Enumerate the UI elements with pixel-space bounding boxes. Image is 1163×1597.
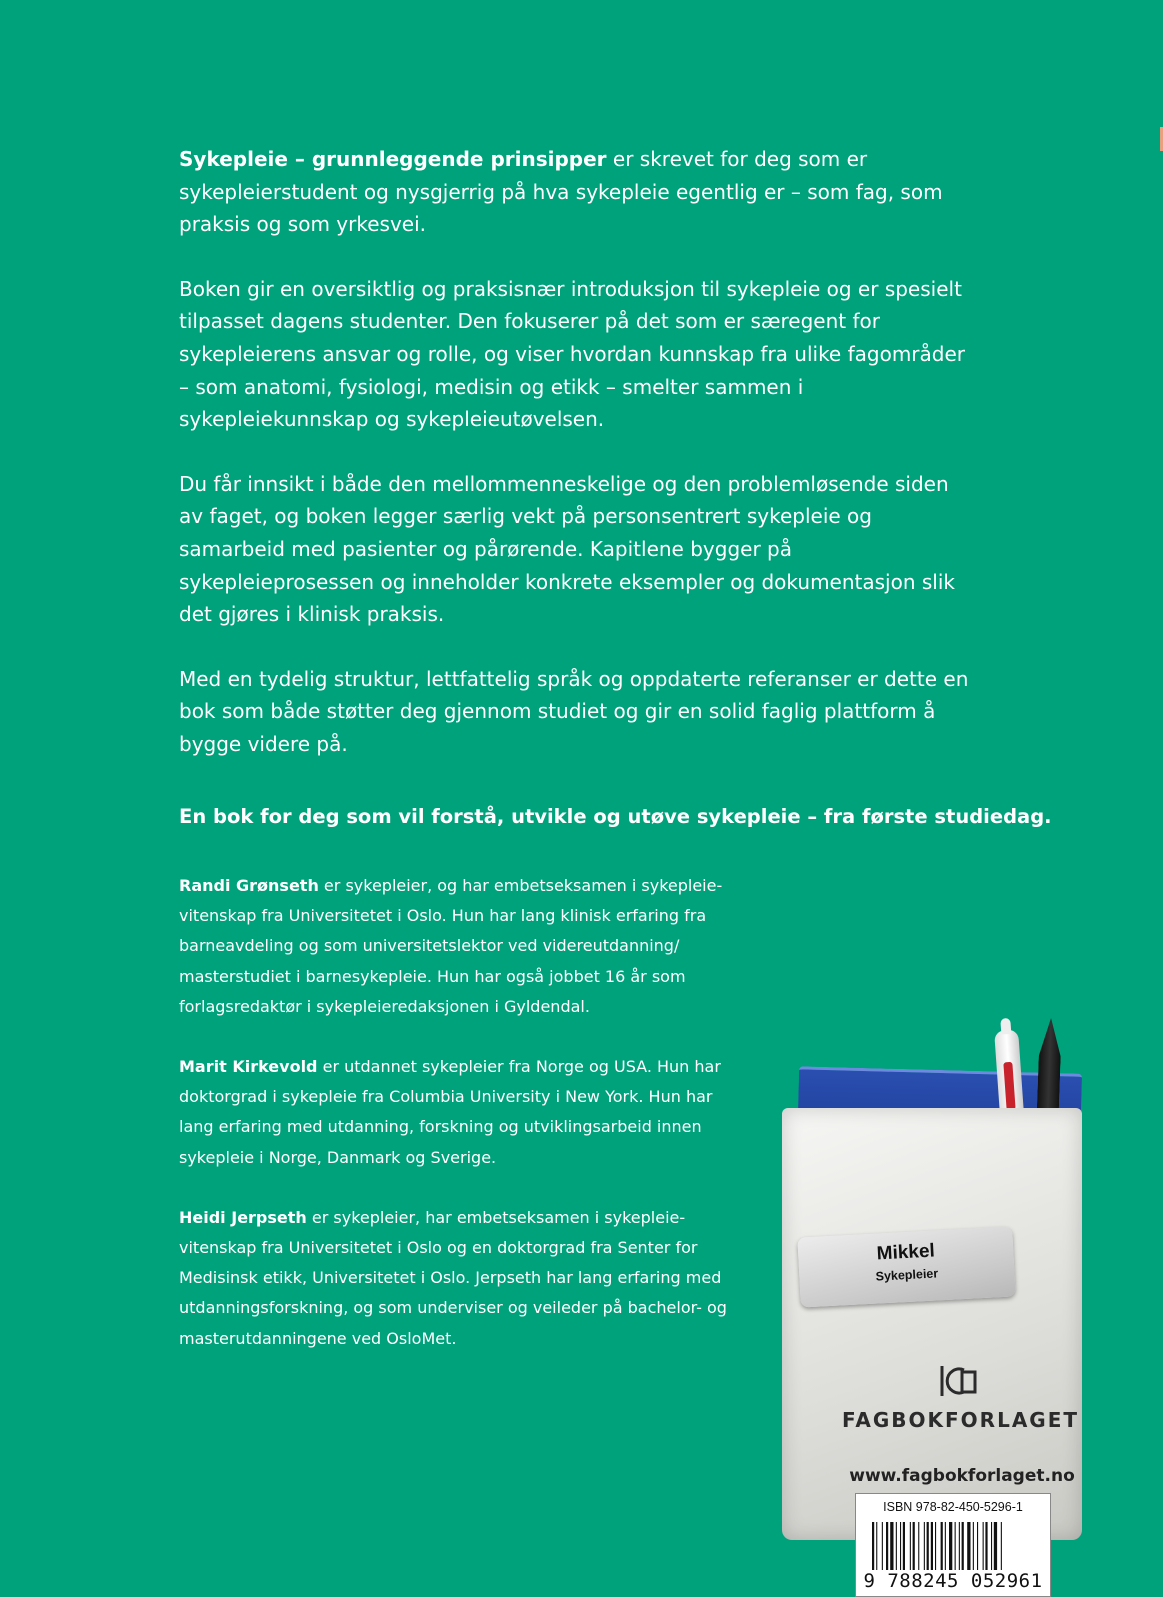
tagline: En bok for deg som vil forstå, utvikle og utøve sykepleie – fra første studiedag. [179,805,1052,828]
intro-paragraph-1: Sykepleie – grunnleggende prinsipper er skrevet for deg som er sykepleierstudent og nysgjerrig på hva sykepleie egentlig er – som fag, som praksis og som yrkesvei. [179,147,943,237]
barcode-bars [872,1522,1036,1570]
intro-paragraph-2: Boken gir en oversiktlig og praksisnær introduksjon til sykepleie og er spesielt tilpasset dagens studenter. Den fokuserer på det som er særegent for sykepleierens ansvar og rolle, og viser hvordan kunnskap fra ulike fagområder – som anatomi, fysiologi, medisin og etikk – smelter sammen i sykepleiekunnskap og sykepleieutøvelsen. [179,276,966,432]
barcode [855,1493,1051,1597]
author-bio: Marit Kirkevold er utdannet sykepleier fra Norge og USA. Hun har doktorgrad i sykepleie fra Columbia University i New York. Hun har lang erfaring med utdanning, forskning og utviklingsarbeid innen sykepleie i Norge, Danmark og Sverige. [179,1057,721,1167]
name-tag-role: Sykepleier [875,1266,939,1284]
publisher-website: www.fagbokforlaget.no [849,1466,1075,1486]
name-tag-name: Mikkel [876,1240,936,1265]
description [179,143,979,793]
isbn-text: ISBN 978-82-450-5296-1 [883,1500,1023,1514]
intro-paragraph-3: Du får innsikt i både den mellommenneskelige og den problemløsende siden av faget, og boken legger særlig vekt på personsentrert sykepleie og samarbeid med pasienter og pårørende. Kapitlene bygger på sykepleieprosessen og inneholder konkrete eksempler og dokumentasjon slik det gjøres i klinisk praksis. [179,471,955,627]
author-bio: Heidi Jerpseth er sykepleier, har embetseksamen i sykepleievitenskap fra Universitetet i Oslo og en doktorgrad fra Senter for Medisinsk etikk, Universitetet i Oslo. Jerpseth har lang erfaring med utdanningsforskning, og som underviser og veileder på bachelor- og masterutdanningene ved OsloMet. [179,1207,727,1348]
author-bios [179,871,739,1384]
fabric-pocket [782,1108,1082,1592]
author-name: Randi Grønseth [179,876,319,895]
author-name: Heidi Jerpseth [179,1207,307,1227]
ean-number: 9 788245 052961 [863,1570,1043,1592]
publisher-name: FAGBOKFORLAGET [842,1408,1080,1432]
intro-paragraph-4: Med en tydelig struktur, lettfattelig språk og oppdaterte referanser er dette en bok som både støtter deg gjennom studiet og gir en solid faglig plattform å bygge videre på. [179,666,969,756]
book-title: Sykepleie – grunnleggende prinsipper [179,147,607,171]
name-tag [797,1226,1015,1307]
nurse-pocket-illustration [760,1010,1110,1592]
author-name: Marit Kirkevold [179,1057,318,1077]
publisher-logo-icon [938,1364,978,1398]
author-bio: Randi Grønseth er sykepleier, og har embetseksamen i sykepleievitenskap fra Universitetet i Oslo. Hun har lang klinisk erfaring fra barneavdeling og som universitetslektor ved videreutdanning/ masterstudiet i barnesykepleie. Hun har også jobbet 16 år som forlagsredaktør i sykepleieredaksjonen i Gyldendal. [179,876,723,1016]
